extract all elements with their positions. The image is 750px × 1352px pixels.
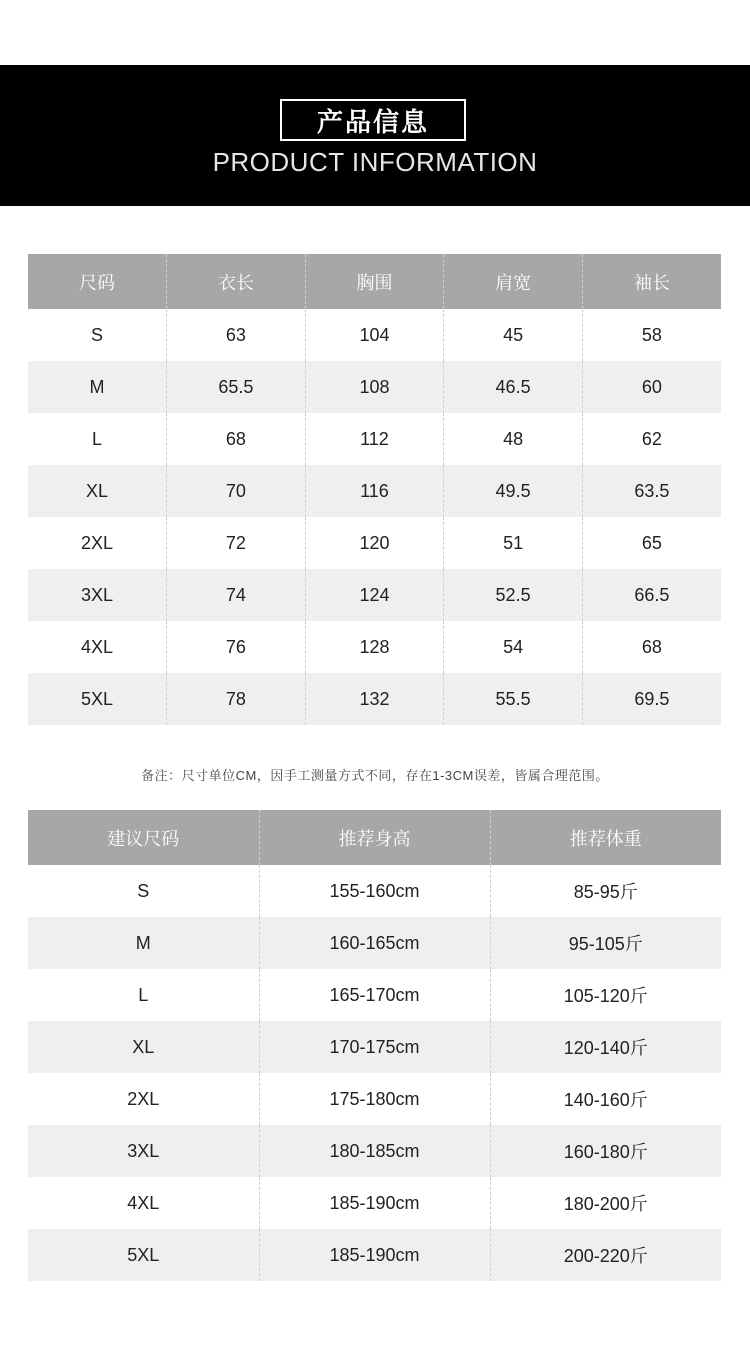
measurement-note: 备注：尺寸单位CM，因手工测量方式不同，存在1-3CM误差，皆属合理范围。 [141, 768, 609, 783]
column-header: 尺码 [28, 254, 167, 309]
table-cell: 48 [444, 413, 583, 465]
table-header-row [28, 810, 721, 865]
table-row [28, 969, 721, 1021]
table-cell: 3XL [28, 1125, 259, 1177]
table-cell: 105-120斤 [490, 969, 721, 1021]
table-cell: 170-175cm [259, 1021, 490, 1073]
header-banner [0, 65, 750, 206]
table-cell: 175-180cm [259, 1073, 490, 1125]
table-cell: 132 [305, 673, 444, 725]
column-header: 肩宽 [444, 254, 583, 309]
table-cell: 108 [305, 361, 444, 413]
table-cell: 180-185cm [259, 1125, 490, 1177]
table-row [28, 517, 721, 569]
column-header: 胸围 [305, 254, 444, 309]
table-row [28, 917, 721, 969]
column-header: 推荐体重 [490, 810, 721, 865]
page-subtitle: PRODUCT INFORMATION [212, 147, 538, 177]
table-cell: 63 [167, 309, 306, 361]
table-cell: 54 [444, 621, 583, 673]
table-cell: 69.5 [582, 673, 721, 725]
table-row [28, 621, 721, 673]
table-cell: XL [28, 465, 167, 517]
table-row [28, 1021, 721, 1073]
table-cell: 65 [582, 517, 721, 569]
table-cell: 76 [167, 621, 306, 673]
table-row [28, 1229, 721, 1281]
table-cell: 4XL [81, 636, 114, 657]
table-cell: 180-200斤 [490, 1177, 721, 1229]
column-header: 推荐身高 [259, 810, 490, 865]
table-row [28, 569, 721, 621]
table-row [28, 673, 721, 725]
column-header: 建议尺码 [28, 810, 259, 865]
table-cell: 165-170cm [259, 969, 490, 1021]
table-cell: 52.5 [444, 569, 583, 621]
table-cell: 160-165cm [259, 917, 490, 969]
table-cell: 124 [305, 569, 444, 621]
table-cell: 155-160cm [259, 865, 490, 917]
table-cell: 128 [305, 621, 444, 673]
table-cell: 60 [582, 361, 721, 413]
table-cell: L [138, 984, 149, 1005]
table-cell: 51 [444, 517, 583, 569]
table-cell: 3XL [28, 569, 167, 621]
table-cell: 104 [305, 309, 444, 361]
table-row [28, 1177, 721, 1229]
table-cell: 55.5 [444, 673, 583, 725]
table-cell: 63.5 [582, 465, 721, 517]
column-header: 袖长 [582, 254, 721, 309]
table-cell: 78 [167, 673, 306, 725]
column-header: 衣长 [167, 254, 306, 309]
table-cell: XL [28, 1021, 259, 1073]
table-row [28, 309, 721, 361]
table-cell: 49.5 [444, 465, 583, 517]
table-cell: 45 [444, 309, 583, 361]
table-cell: 62 [582, 413, 721, 465]
table-row [28, 1073, 721, 1125]
table-cell: 185-190cm [259, 1177, 490, 1229]
table-cell: 185-190cm [259, 1229, 490, 1281]
table-cell: 5XL [28, 673, 167, 725]
table-cell: 5XL [28, 1229, 259, 1281]
table-cell: S [137, 880, 150, 901]
table-cell: 68 [167, 413, 306, 465]
table-cell: L [92, 428, 103, 449]
table-cell: 68 [582, 621, 721, 673]
recommendation-table [28, 810, 721, 1281]
table-row [28, 865, 721, 917]
table-cell: 65.5 [167, 361, 306, 413]
table-row [28, 465, 721, 517]
table-cell: 66.5 [582, 569, 721, 621]
table-cell: 120-140斤 [490, 1021, 721, 1073]
size-chart-table [28, 254, 721, 725]
table-row [28, 1125, 721, 1177]
table-cell: M [28, 361, 167, 413]
table-header-row [28, 254, 721, 309]
table-cell: 4XL [127, 1192, 160, 1213]
table-cell: 70 [167, 465, 306, 517]
table-cell: 85-95斤 [490, 865, 721, 917]
table-cell: 2XL [81, 532, 114, 553]
table-cell: 58 [582, 309, 721, 361]
table-cell: S [91, 324, 104, 345]
table-row [28, 413, 721, 465]
table-cell: 74 [167, 569, 306, 621]
table-cell: 160-180斤 [490, 1125, 721, 1177]
table-row [28, 361, 721, 413]
table-cell: 200-220斤 [490, 1229, 721, 1281]
table-cell: M [28, 917, 259, 969]
page-title: 产品信息 [280, 99, 466, 141]
table-cell: 2XL [127, 1088, 160, 1109]
table-cell: 46.5 [444, 361, 583, 413]
table-cell: 95-105斤 [490, 917, 721, 969]
table-cell: 116 [305, 465, 444, 517]
table-cell: 140-160斤 [490, 1073, 721, 1125]
table-cell: 112 [305, 413, 444, 465]
table-cell: 72 [167, 517, 306, 569]
table-cell: 120 [305, 517, 444, 569]
